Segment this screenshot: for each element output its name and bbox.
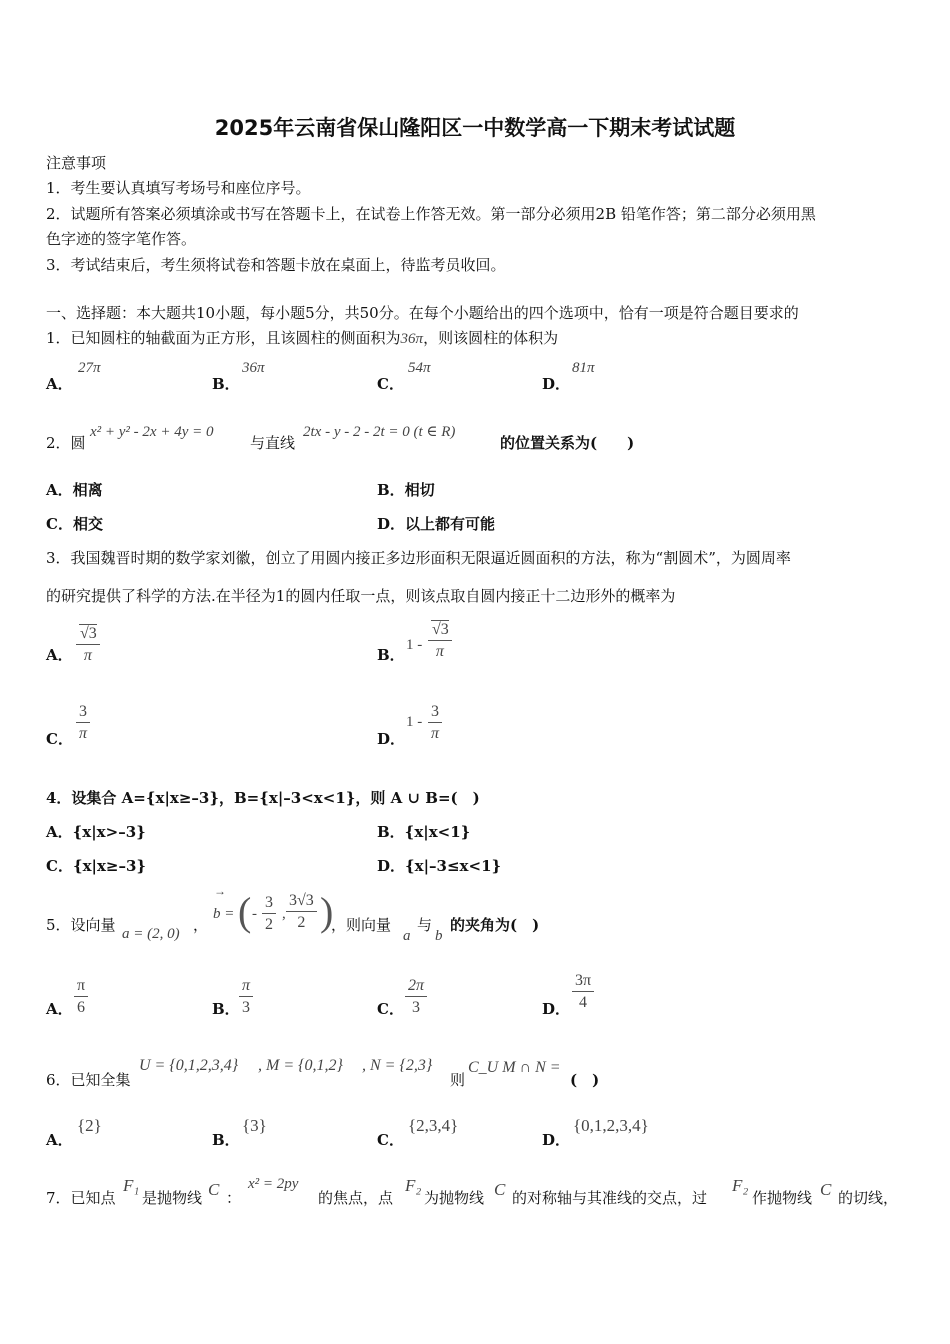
fraction-denominator: 4 <box>579 994 588 1011</box>
q4-option-b: B．{x|x<1} <box>377 823 471 841</box>
q2-stem-prefix: 2．圆 <box>46 434 86 452</box>
q5-fraction-1 <box>262 893 276 936</box>
q7-stem-text: ： <box>226 1189 242 1207</box>
q2-line-equation: 2tx - y - 2 - 2t = 0 (t ∈ R) <box>303 424 456 440</box>
left-paren-icon: ( <box>238 889 252 934</box>
q7-parabola-equation: x² = 2py <box>248 1176 299 1192</box>
fraction-numerator: π <box>239 976 253 997</box>
q7-f1: F₁ <box>123 1176 140 1195</box>
q5-stem-prefix: 5．设向量 <box>46 916 116 934</box>
q3-option-d-label: D． <box>377 730 406 748</box>
q5-option-c-label: C． <box>377 1000 404 1018</box>
fraction-numerator: 3√3 <box>286 891 317 912</box>
q3-option-d-fraction <box>428 702 442 745</box>
q4-stem: 4．设集合 A={x|x≥–3}，B={x|–3<x<1}，则 A ∪ B=( ) <box>46 789 480 807</box>
q1-option-c: 54π <box>408 360 431 376</box>
sqrt-3: √3 <box>80 625 97 642</box>
q6-expression: C_U M ∩ N = <box>468 1059 561 1076</box>
q1-option-b-label: B． <box>212 375 240 393</box>
fraction-numerator: π <box>74 976 88 997</box>
q1-option-a: 27π <box>78 360 101 376</box>
q7-stem-text: 的焦点，点 <box>318 1189 394 1207</box>
fraction-numerator: 3 <box>428 702 442 723</box>
q3-option-b-fraction <box>428 620 452 663</box>
q5-vector-a: a = (2, 0) <box>122 926 180 942</box>
q5-vector-a-ref: a <box>403 928 411 944</box>
q2-stem-suffix: 的位置关系为( ) <box>500 434 635 452</box>
q5-and: 与 <box>417 916 433 934</box>
fraction-denominator: π <box>435 643 444 660</box>
q5-comma: ， <box>193 916 209 934</box>
notice-heading: 注意事项 <box>46 154 107 172</box>
q1-option-c-label: C． <box>377 375 404 393</box>
q2-option-a: A．相离 <box>46 481 103 499</box>
q5-comma-2: , <box>282 906 286 922</box>
q6-option-d: {0,1,2,3,4} <box>573 1116 649 1135</box>
notice-item: 1．考生要认真填写考场号和座位序号。 <box>46 179 311 197</box>
q3-stem-line1: 3．我国魏晋时期的数学家刘徽，创立了用圆内接正多边形面积无限逼近圆面积的方法，称为“割圆术”，为圆周率 <box>46 549 791 567</box>
q7-parabola-c: C <box>494 1180 506 1199</box>
q4-option-c: C．{x|x≥–3} <box>46 857 147 875</box>
q6-option-b: {3} <box>242 1116 267 1135</box>
q6-option-d-label: D． <box>542 1131 571 1149</box>
fraction-numerator <box>76 624 100 645</box>
fraction-denominator: π <box>430 725 439 742</box>
q7-stem-text: 作抛物线 <box>752 1189 813 1207</box>
sqrt-3: √3 <box>432 621 449 638</box>
q4-option-d: D．{x|–3≤x<1} <box>377 857 502 875</box>
q5-stem-mid: ，则向量 <box>331 916 392 934</box>
q6-set-m: , M = {0,1,2} <box>258 1057 343 1074</box>
q5-minus: - <box>252 906 257 922</box>
q3-option-c-fraction <box>76 702 90 745</box>
vector-arrow-icon: → <box>214 884 226 898</box>
q6-universal-set: U = {0,1,2,3,4} <box>139 1057 239 1074</box>
q6-option-c-label: C． <box>377 1131 404 1149</box>
q1-stem-text: 1．已知圆柱的轴截面为正方形，且该圆柱的侧面积为 <box>46 329 401 347</box>
q7-parabola-c: C <box>208 1180 220 1199</box>
q6-option-a: {2} <box>77 1116 102 1135</box>
section-heading: 一、选择题：本大题共10小题，每小题5分，共50分。在每个小题给出的四个选项中，恰有一项是符合题目要求的 <box>46 304 799 322</box>
q5-vector-b-label: b = <box>213 906 235 922</box>
fraction-denominator: π <box>83 647 92 664</box>
q5-option-a-label: A． <box>46 1000 73 1018</box>
q3-option-b-prefix: 1 - <box>406 637 423 653</box>
q1-option-a-label: A． <box>46 375 73 393</box>
q5-vector-b-ref: b <box>435 928 443 944</box>
q5-option-b-fraction <box>239 976 253 1019</box>
q5-option-d-fraction <box>572 971 594 1014</box>
q5-fraction-2 <box>286 891 317 934</box>
q5-option-a-fraction <box>74 976 88 1019</box>
q3-option-a-label: A． <box>46 646 73 664</box>
fraction-numerator: 2π <box>405 976 427 997</box>
q4-option-a: A．{x|x>–3} <box>46 823 146 841</box>
q3-option-a-fraction <box>76 624 100 667</box>
notice-item: 色字迹的签字笔作答。 <box>46 230 197 248</box>
right-paren-icon: ) <box>320 889 334 934</box>
fraction-denominator: 3 <box>412 999 420 1016</box>
fraction-numerator: 3π <box>572 971 594 992</box>
q1-stem-text: ，则该圆柱的体积为 <box>423 329 559 347</box>
fraction-denominator: 3 <box>242 999 250 1016</box>
q2-option-b: B．相切 <box>377 481 435 499</box>
fraction-numerator: 3 <box>262 893 276 914</box>
q1-expression: 36π <box>400 331 424 347</box>
fraction-denominator: 2 <box>297 914 306 931</box>
fraction-denominator: 2 <box>265 916 273 933</box>
q1-option-d: 81π <box>572 360 595 376</box>
q5-stem-suffix: 的夹角为( ) <box>450 916 540 934</box>
q6-stem-suffix: ( ) <box>570 1071 600 1089</box>
notice-item: 3．考试结束后，考生须将试卷和答题卡放在桌面上，待监考员收回。 <box>46 256 506 274</box>
q3-stem-line2: 的研究提供了科学的方法.在半径为1的圆内任取一点，则该点取自圆内接正十二边形外的概率为 <box>46 587 676 605</box>
q7-f2: F₂ <box>405 1176 422 1195</box>
notice-item: 2．试题所有答案必须填涂或书写在答题卡上，在试卷上作答无效。第一部分必须用2B 铅笔作答；第二部分必须用黑 <box>46 205 816 223</box>
q6-option-a-label: A． <box>46 1131 73 1149</box>
q7-stem-text: 是抛物线 <box>142 1189 203 1207</box>
q5-option-d-label: D． <box>542 1000 571 1018</box>
q7-stem-text: 的对称轴与其准线的交点，过 <box>512 1189 708 1207</box>
q1-option-d-label: D． <box>542 375 571 393</box>
q6-option-b-label: B． <box>212 1131 240 1149</box>
fraction-denominator: 6 <box>77 999 86 1016</box>
q5-option-c-fraction <box>405 976 427 1019</box>
q7-f2: F₂ <box>732 1176 749 1195</box>
q1-option-b: 36π <box>242 360 265 376</box>
q7-parabola-c: C <box>820 1180 832 1199</box>
q2-stem-mid: 与直线 <box>250 434 296 452</box>
q5-option-b-label: B． <box>212 1000 240 1018</box>
page-title: 2025年云南省保山隆阳区一中数学高一下期末考试试题 <box>214 116 736 140</box>
fraction-numerator: 3 <box>76 702 90 723</box>
q3-option-c-label: C． <box>46 730 73 748</box>
q3-option-d-prefix: 1 - <box>406 714 423 730</box>
q2-option-d: D．以上都有可能 <box>377 515 496 533</box>
q6-option-c: {2,3,4} <box>408 1116 459 1135</box>
fraction-denominator: π <box>78 725 87 742</box>
q6-set-n: , N = {2,3} <box>362 1057 433 1074</box>
q7-stem-text: 为抛物线 <box>424 1189 485 1207</box>
q3-option-b-label: B． <box>377 646 405 664</box>
q6-stem-mid: 则 <box>450 1071 466 1089</box>
fraction-numerator <box>428 620 452 641</box>
q2-circle-equation: x² + y² - 2x + 4y = 0 <box>90 424 214 440</box>
q1-stem <box>46 327 558 348</box>
q7-stem-text: 的切线， <box>838 1189 899 1207</box>
q2-option-c: C．相交 <box>46 515 103 533</box>
q6-stem-prefix: 6．已知全集 <box>46 1071 131 1089</box>
q7-stem-text: 7．已知点 <box>46 1189 116 1207</box>
